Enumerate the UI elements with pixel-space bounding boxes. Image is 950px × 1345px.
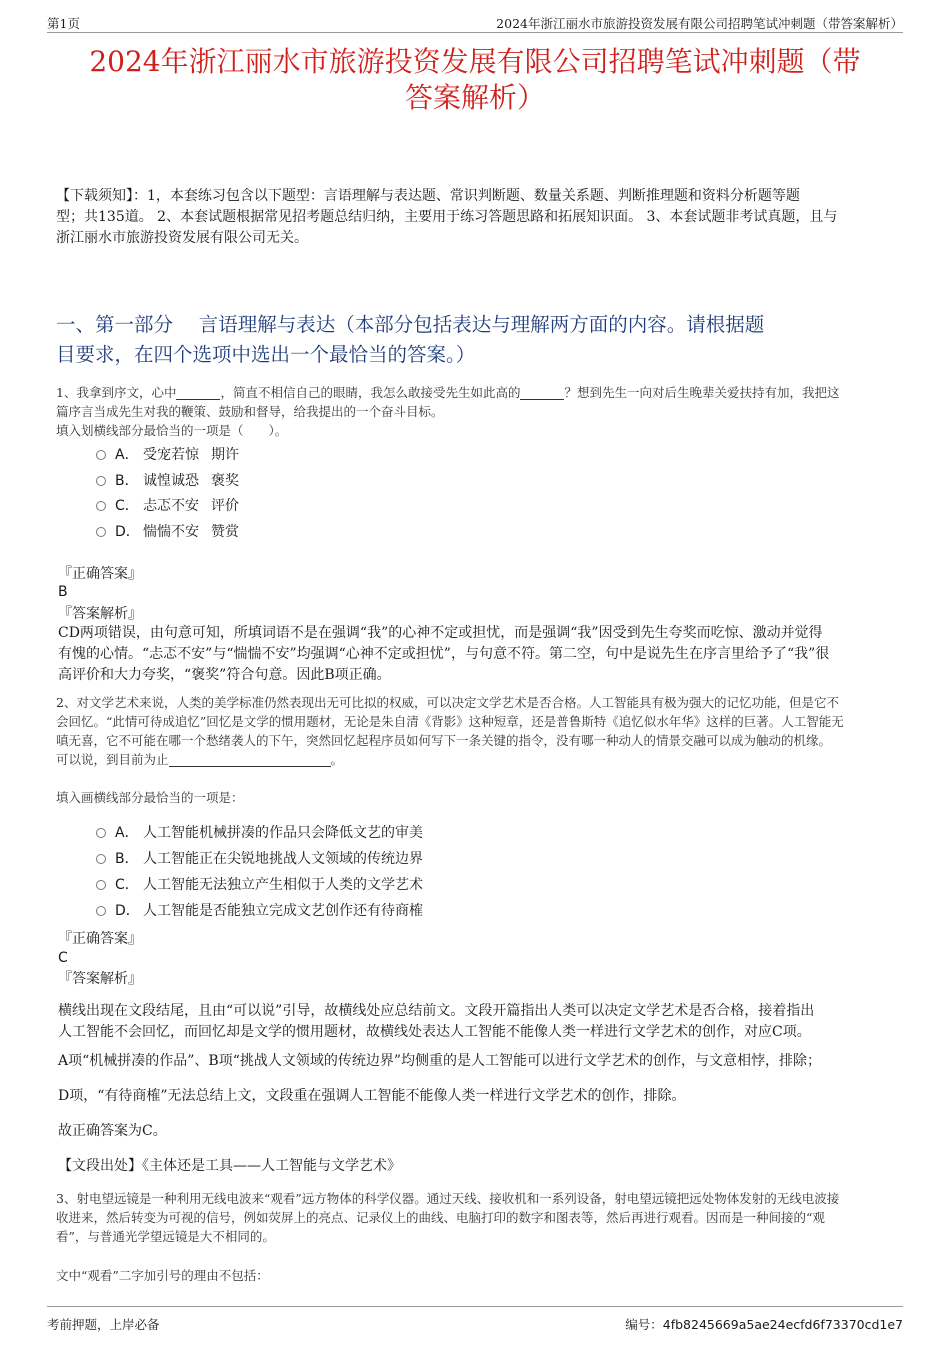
section-line-1: 一、第一部分 言语理解与表达（本部分包括表达与理解两方面的内容。请根据题 [56,313,765,336]
q1-blank-1 [176,385,220,400]
q2-answer: C [58,950,68,966]
q1-text-b: ，简直不相信自己的眼睛，我怎么敢接受先生如此高的 [220,385,521,400]
notice-line-3: 浙江丽水市旅游投资发展有限公司无关。 [56,230,308,246]
q1-answer-label: 『正确答案』 [58,566,142,582]
q1-blank-2 [520,385,564,400]
radio-icon[interactable] [96,476,106,486]
q2-conclusion: 故正确答案为C。 [58,1123,167,1139]
notice-line-2: 型；共135道。 2、本套试题根据常见招考题总结归纳，主要用于练习答题思路和拓展知识面。 3、本套试题非考试真题，且与 [56,209,838,225]
question-2-stem: 2、对文学艺术来说，人类的美学标准仍然表现出无可比拟的权威，可以决定文学艺术是否合格。人工智能具有极为强大的记忆功能，但是它不 会回忆。“此情可待成追忆”回忆是文学的惯用题材，无论是朱自清《背影》这种短章，还是普鲁斯特《追忆似水年华》这样的巨著。人工智能无 嗔无喜，它不可能在哪一个愁绪袭人的下午，突然回忆起程序员如何写下一条关键的指令，没有哪一种动人的情景交融可以成为触动的机缘。 可以说，到目前为止 。 [56,695,844,767]
radio-icon[interactable] [96,501,106,511]
page-header [47,12,903,33]
radio-icon[interactable] [96,854,106,864]
radio-icon[interactable] [96,906,106,916]
q1-option-a[interactable]: A． 受宠若惊 期许 [96,445,239,465]
q1-text-c: ？想到先生一向对后生晚辈关爱扶持有加，我把这 [564,385,840,400]
q2-answer-label: 『正确答案』 [58,931,142,947]
q2-source: 【文段出处】《主体还是工具——人工智能与文学艺术》 [58,1158,401,1174]
notice-line-1: 【下载须知】：1，本套练习包含以下题型：言语理解与表达题、常识判断题、数量关系题、判断推理题和资料分析题等题 [56,188,800,204]
q1-option-b[interactable]: B． 诚惶诚恐 褒奖 [96,471,239,491]
q1-explain-label: 『答案解析』 [58,606,142,622]
page-number: 第1页 [47,16,80,31]
q1-option-c[interactable]: C． 忐忑不安 评价 [96,496,239,516]
q2-option-c[interactable]: C． 人工智能无法独立产生相似于人类的文学艺术 [96,875,423,895]
question-3-stem: 3、射电望远镜是一种利用无线电波来“观看”远方物体的科学仪器。通过天线、接收机和一系列设备，射电望远镜把远处物体发射的无线电波接 收进来，然后转变为可视的信号，例如荧屏上的亮点、记录仪上的曲线、电脑打印的数字和图表等，然后再进行观看。因而是一种间接的“观 看”，与普通光学望远镜是大不相同的。 [56,1191,840,1244]
question-1-stem [56,383,898,440]
title-line-2: 答案解析） [404,81,545,114]
q1-answer: B [58,584,68,600]
q1-explanation: CD两项错误，由句意可知，所填词语不是在强调“我”的心神不定或担忧，而是强调“我”因受到先生夸奖而吃惊、激动并觉得 有愧的心情。“忐忑不安”与“惴惴不安”均强调“心神不定或担忧”，与句意不符。第二空，句中是说先生在序言里给予了“我”很 高评价和大力夸奖，“褒奖”符合句意。因此B项正确。 [58,625,830,683]
q2-option-d[interactable]: D． 人工智能是否能独立完成文艺创作还有待商榷 [96,901,423,921]
q1-text-a: 1、我拿到序文，心中 [56,385,177,400]
q2-option-b[interactable]: B． 人工智能正在尖锐地挑战人文领域的传统边界 [96,849,423,869]
q2-prompt: 填入画横线部分最恰当的一项是： [56,790,244,805]
section-line-2: 目要求，在四个选项中选出一个最恰当的答案。） [56,343,476,366]
page-footer [47,1306,903,1333]
q2-explanation: 横线出现在文段结尾，且由“可以说”引导，故横线处应总结前文。文段开篇指出人类可以决定文学艺术是否合格，接着指出 人工智能不会回忆，而回忆却是文学的惯用题材，故横线处表达人工智能不能像人类一样进行文学艺术的创作，对应C项。 [58,1003,815,1040]
header-doc-title: 2024年浙江丽水市旅游投资发展有限公司招聘笔试冲刺题（带答案解析） [496,16,903,31]
radio-icon[interactable] [96,828,106,838]
q3-prompt: 文中“观看”二字加引号的理由不包括： [56,1268,269,1283]
q1-line-2: 篇序言当成先生对我的鞭策、鼓励和督导，给我提出的一个奋斗目标。 [56,404,444,419]
q2-explanation-ab: A项“机械拼凑的作品”、B项“挑战人文领域的传统边界”均侧重的是人工智能可以进行文学艺术的创作，与文意相悖，排除； [58,1053,822,1069]
title-line-1: 2024年浙江丽水市旅游投资发展有限公司招聘笔试冲刺题（带 [89,45,861,78]
page-title [50,44,900,116]
radio-icon[interactable] [96,527,106,537]
section-heading [56,310,900,370]
radio-icon[interactable] [96,450,106,460]
footer-code: 编号：4fb8245669a5ae24ecfd6f73370cd1e7 [625,1317,903,1332]
download-notice [56,186,896,249]
q2-blank [169,752,331,767]
footer-slogan: 考前押题，上岸必备 [47,1317,160,1332]
q2-explanation-d: D项，“有待商榷”无法总结上文，文段重在强调人工智能不能像人类一样进行文学艺术的创作，排除。 [58,1088,686,1104]
q2-explain-label: 『答案解析』 [58,971,142,987]
q1-prompt: 填入划横线部分最恰当的一项是（ ）。 [56,423,288,438]
q1-option-d[interactable]: D． 惴惴不安 赞赏 [96,522,239,542]
radio-icon[interactable] [96,880,106,890]
q2-option-a[interactable]: A． 人工智能机械拼凑的作品只会降低文艺的审美 [96,823,423,843]
